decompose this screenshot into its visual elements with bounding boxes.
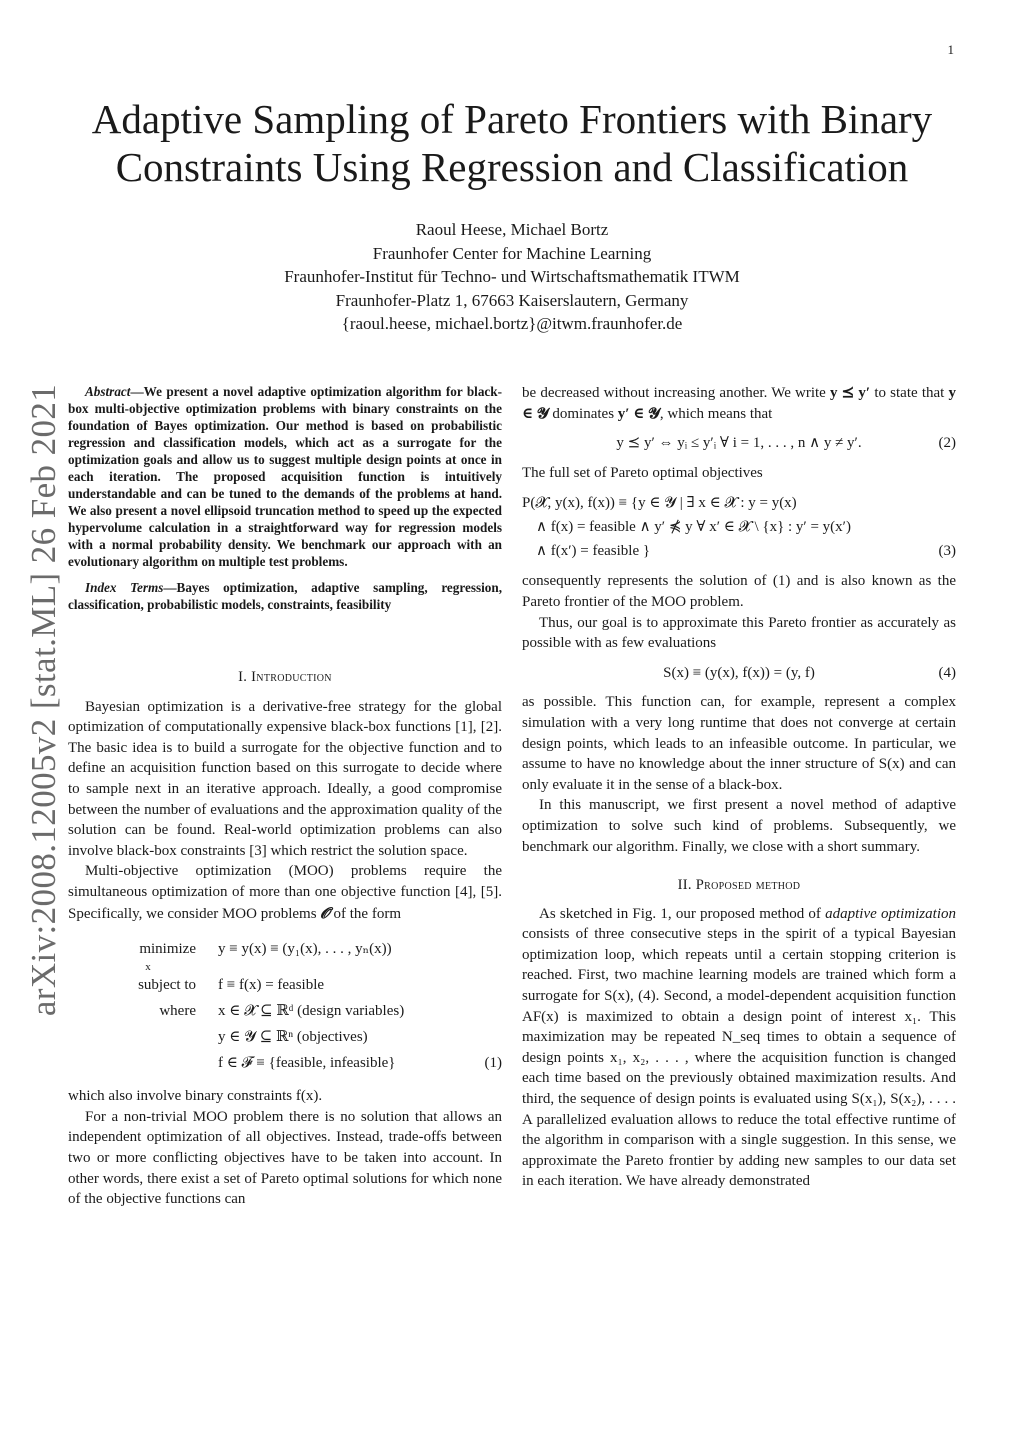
- affiliation-2: Fraunhofer-Institut für Techno- und Wirtschaftsmathematik ITWM: [284, 267, 740, 286]
- page-number: 1: [947, 42, 954, 57]
- section-heading-introduction: [68, 667, 502, 688]
- index-terms-text: —Bayes optimization, adaptive sampling, regression, classification, probabilistic models, constraints, feasibility: [68, 580, 503, 612]
- intro-paragraph-1: Bayesian optimization is a derivative-free strategy for the global optimization of computationally expensive black-box functions [1], [2]. The basic idea is to build a surrogate for the objective function and to define an acquisition function based on this surrogate to decide where to sample next in an iterative approach. Ideally, a good compromise between the number of evaluations and the approximation quality of the solution can be found. Real-world optimization problems can also involve black-box constraints [3] which restrict the solution space.: [68, 698, 502, 859]
- equation-number: (4): [938, 664, 956, 681]
- intro-paragraph-2: Multi-objective optimization (MOO) problems require the simultaneous optimization of more than one objective function [4], [5]. Specifically, we consider MOO problems 𝓞 of the form: [68, 863, 502, 922]
- right-paragraph-1: be decreased without increasing another. We write y ⪯ y′ to state that y ∈ 𝓨 dominates y′ ∈ 𝓨, which means that: [522, 385, 956, 422]
- arxiv-stamp: [14, 270, 74, 1130]
- left-column: [68, 383, 502, 1210]
- arxiv-id: arXiv:2008.12005v2 [stat.ML] 26 Feb 2021: [24, 383, 63, 1017]
- section-title: Proposed method: [695, 877, 801, 894]
- right-paragraph-6: In this manuscript, we first present a novel method of adaptive optimization to solve such kind of problems. Subsequently, we benchmark our algorithm. Finally, we close with a short summary.: [522, 797, 956, 855]
- equation-number: (2): [938, 435, 956, 452]
- right-paragraph-3: consequently represents the solution of (1) and is also known as the Pareto frontier of the MOO problem.: [522, 573, 956, 610]
- author-names: Raoul Heese, Michael Bortz: [415, 220, 609, 239]
- affiliation-1: Fraunhofer Center for Machine Learning: [372, 243, 652, 263]
- section-heading-proposed-method: [522, 875, 956, 896]
- title-line-2: Constraints Using Regression and Classification: [115, 144, 909, 190]
- address: Fraunhofer-Platz 1, 67663 Kaiserslautern, Germany: [335, 290, 689, 310]
- author-block: [0, 218, 1024, 336]
- problem-symbol: 𝓞: [320, 903, 330, 922]
- abstract: [68, 383, 502, 570]
- section-title: Introduction: [251, 669, 332, 685]
- equation-3: P(𝓧, y(x), f(x)) ≡ {y ∈ 𝓨 | ∃ x ∈ 𝓧 : y = y(x) ∧ f(x) = feasible ∧ y′ ⋠ y ∀ x′ ∈ 𝓧 \ {x} : y′ = y(x′) ∧ f(x′) = feasible } (3): [522, 491, 956, 563]
- section-numeral: I.: [238, 669, 248, 685]
- index-terms-label: Index Terms: [85, 580, 164, 595]
- abstract-label: Abstract: [85, 384, 131, 399]
- equation-4: S(x) ≡ (y(x), f(x)) = (y, f) (4): [522, 663, 956, 684]
- right-paragraph-4: Thus, our goal is to approximate this Pareto frontier as accurately as possible with as few evaluations: [522, 614, 956, 652]
- section-numeral: II.: [677, 877, 692, 894]
- right-paragraph-5: as possible. This function can, for example, represent a complex simulation with a very long runtime that does not converge at certain design points, which leads to an infeasible outcome. In particular, we assume to have no knowledge about the inner structure of S(x) and can only evaluate it in the sense of a black-box.: [522, 694, 956, 793]
- method-paragraph-1: As sketched in Fig. 1, our proposed method of adaptive optimization consists of three consecutive steps in the spirit of a typical Bayesian optimization loop, which repeats until a certain stopping criterion is reached. First, two machine learning models are trained which form a surrogate for S(x), (4). Second, a model-dependent acquisition function AF(x) is maximized to obtain a design point of interest x₁. This maximization may be repeated N_seq times to obtain a sequence of design points x₁, x₂, . . . , where the acquisition function is changed each time based on the previously obtained maximization results. And third, the sequence of design points is evaluated using S(x₁), S(x₂), . . . . A parallelized evaluation allows to reduce the total effective runtime of the algorithm in comparison with a single suggestion. In this sense, we approximate the Pareto frontier by adding new samples to our data set in each iteration. We have already demonstrated: [522, 905, 956, 1190]
- index-terms: [68, 579, 502, 613]
- intro-paragraph-3: which also involve binary constraints f(x).: [68, 1088, 323, 1105]
- intro-paragraph-4: For a non-trivial MOO problem there is no solution that allows an independent optimization of all objectives. Instead, trade-offs between two or more conflicting objectives have to be taken into account. In other words, there exist a set of Pareto optimal solutions for which none of the objective functions can: [68, 1108, 502, 1208]
- title-line-1: Adaptive Sampling of Pareto Frontiers with Binary: [91, 96, 933, 142]
- equation-number: (1): [484, 1055, 502, 1072]
- right-paragraph-2: The full set of Pareto optimal objectives: [522, 464, 763, 481]
- equation-2: y ⪯ y′ ⇔ yᵢ ≤ y′ᵢ ∀ i = 1, . . . , n ∧ y ≠ y′. (2): [522, 433, 956, 454]
- email: {raoul.heese, michael.bortz}@itwm.fraunhofer.de: [341, 314, 683, 333]
- equation-number: (3): [938, 543, 956, 560]
- abstract-text: —We present a novel adaptive optimization algorithm for black-box multi-objective optimization problems with binary constraints on the foundation of Bayes optimization. Our method is based on probabilistic regression and classification models, which act as a surrogate for the optimization goals and allow us to suggest multiple design points at once in each iteration. The proposed acquisition function is intuitively understandable and can be tuned to the demands of the problems at hand. We also present a novel ellipsoid truncation method to speed up the expected hypervolume calculation in a straightforward way for regression models with a normal probability density. We benchmark our approach with an evolutionary algorithm on multiple test problems.: [68, 384, 502, 569]
- paper-title: [0, 95, 1024, 191]
- right-column: [522, 383, 956, 1192]
- equation-1: minimize x y ≡ y(x) ≡ (y₁(x), . . . , yₙ(x)) subject to f ≡ f(x) = feasible where x ∈ 𝓧 ⊆ ℝᵈ (design variables) y ∈ 𝓨 ⊆ ℝⁿ (objectives) f ∈ 𝓕 ≡ {feasible, infeasible} (1): [68, 936, 502, 1076]
